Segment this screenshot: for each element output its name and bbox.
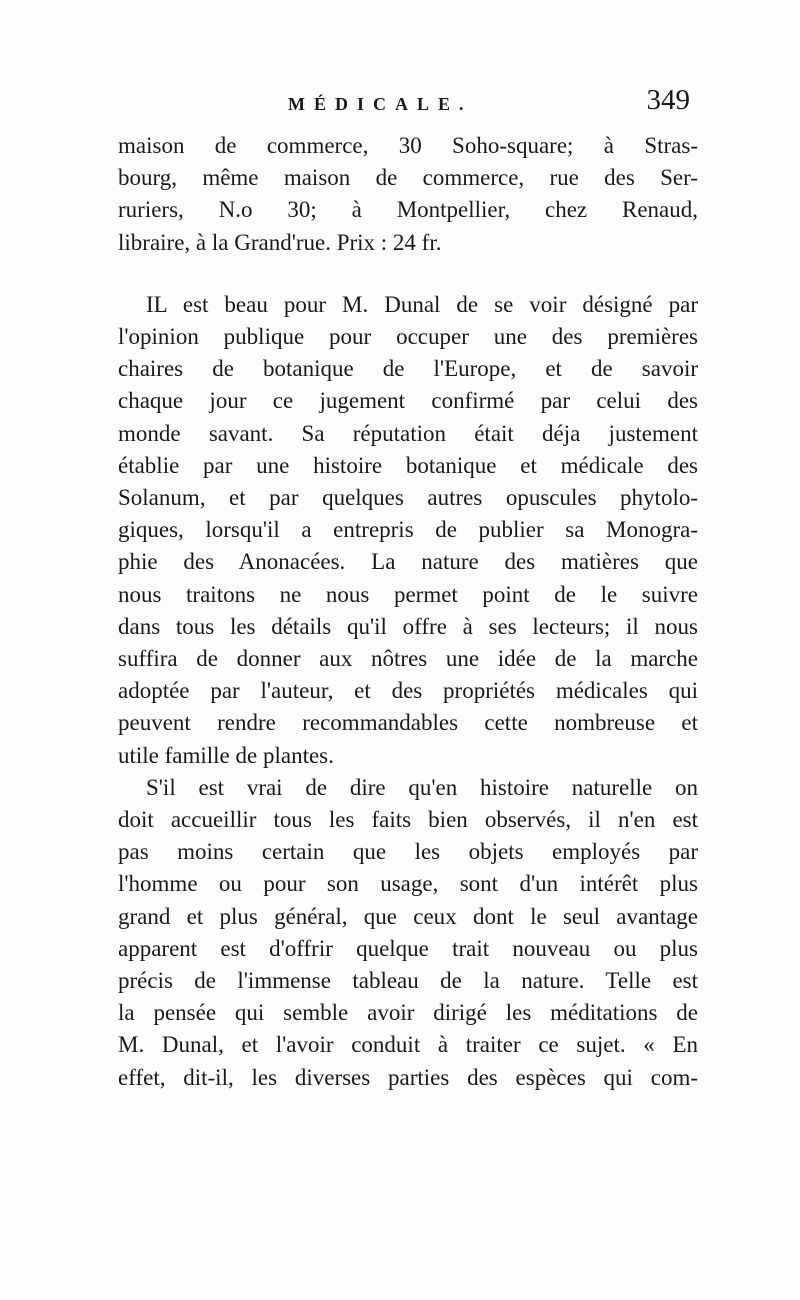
text-line: S'il est vrai de dire qu'en histoire naturelle on [146, 774, 698, 800]
text-line: Solanum, et par quelques autres opuscules phytolo- [118, 485, 698, 511]
text-line: doit accueillir tous les faits bien observés, il n'en est [118, 807, 698, 833]
text-line: chaires de botanique de l'Europe, et de savoir [118, 356, 698, 382]
text-line: utile famille de plantes. [118, 742, 334, 768]
text-line: libraire, à la Grand'rue. Prix : 24 fr. [118, 229, 442, 255]
text-line: pas moins certain que les objets employés par [118, 839, 698, 865]
text-line: adoptée par l'auteur, et des propriétés médicales qui [118, 678, 698, 704]
text-line: précis de l'immense tableau de la nature. Telle est [118, 968, 698, 994]
text-line: bourg, même maison de commerce, rue des Ser- [118, 165, 698, 191]
text-line: nous traitons ne nous permet point de le suivre [118, 581, 698, 607]
text-line: M. Dunal, et l'avoir conduit à traiter ce sujet. « En [118, 1032, 698, 1058]
text-line: IL est beau pour M. Dunal de se voir désigné par [146, 291, 698, 317]
text-line: ruriers, N.o 30; à Montpellier, chez Renaud, [118, 197, 698, 223]
text-line: monde savant. Sa réputation était déja justement [118, 420, 698, 446]
text-line: suffira de donner aux nôtres une idée de la marche [118, 646, 698, 672]
text-line: grand et plus général, que ceux dont le seul avantage [118, 903, 698, 929]
paragraph-gap [118, 259, 698, 289]
text-line: chaque jour ce jugement confirmé par celui des [118, 388, 698, 414]
text-line: giques, lorsqu'il a entrepris de publier sa Monogra- [118, 517, 698, 543]
text-line: peuvent rendre recommandables cette nombreuse et [118, 710, 698, 736]
text-line: effet, dit-il, les diverses parties des espèces qui com- [118, 1064, 698, 1090]
paragraph-review [118, 289, 698, 772]
text-line: apparent est d'offrir quelque trait nouveau ou plus [118, 935, 698, 961]
text-line: maison de commerce, 30 Soho-square; à Stras- [118, 133, 698, 158]
paragraph-continuation [118, 130, 698, 259]
text-line: l'homme ou pour son usage, sont d'un intérêt plus [118, 871, 698, 897]
body-text [118, 130, 698, 1094]
text-line: l'opinion publique pour occuper une des premières [118, 324, 698, 350]
text-line: la pensée qui semble avoir dirigé les méditations de [118, 1000, 698, 1026]
paragraph-analysis [118, 772, 698, 1094]
running-head [120, 84, 690, 124]
text-line: dans tous les détails qu'il offre à ses lecteurs; il nous [118, 613, 698, 639]
running-title: MÉDICALE. [288, 94, 473, 114]
text-line: phie des Anonacées. La nature des matières que [118, 549, 698, 575]
page-number: 349 [646, 84, 690, 116]
text-line: établie par une histoire botanique et médicale des [118, 452, 698, 478]
